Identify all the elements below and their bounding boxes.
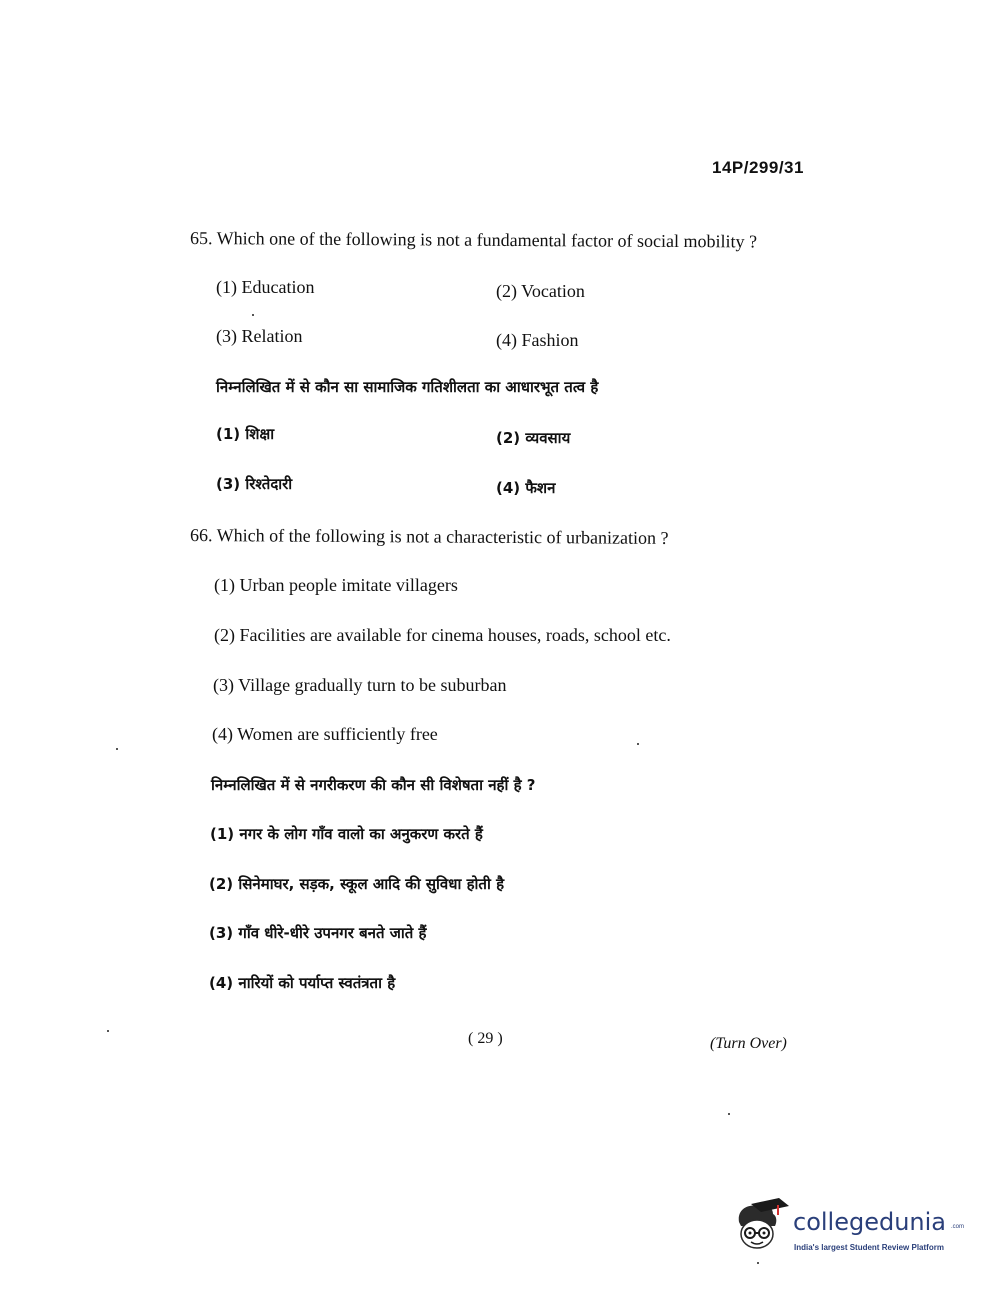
question-66: 66. Which of the following is not a characteristic of urbanization ? [189,525,669,548]
collegedunia-watermark [733,1196,963,1266]
q66-option-4-hi: (4) नारियों को पर्याप्त स्वतंत्रता है [209,974,396,992]
question-65: 65. Which one of the following is not a fundamental factor of social mobility ? [189,228,758,252]
scan-speck [252,314,254,316]
q65-option-3-en: (3) Relation [216,326,303,346]
q66-option-3-hi: (3) गाँव धीरे-धीरे उपनगर बनते जाते हैं [209,924,427,942]
turn-over-note: (Turn Over) [710,1035,787,1052]
q65-option-4-hi: (4) फैशन [496,479,556,497]
q65-option-2-en: (2) Vocation [496,281,585,301]
q65-option-2-hi: (2) व्यवसाय [496,429,571,447]
brand-tagline: India's largest Student Review Platform [794,1243,944,1252]
student-mascot-icon [733,1196,791,1256]
q65-option-3-hi: (3) रिश्तेदारी [216,475,293,493]
q65-option-1-en: (1) Education [216,277,315,297]
question-66-hindi: निम्नलिखित में से नगरीकरण की कौन सी विशेषता नहीं है ? [211,776,536,794]
page-number: ( 29 ) [468,1030,503,1047]
brand-suffix: .com [951,1224,965,1230]
q66-option-4-en: (4) Women are sufficiently free [212,724,438,744]
brand-name: collegedunia [793,1208,947,1236]
q66-option-2-en: (2) Facilities are available for cinema houses, roads, school etc. [214,625,671,645]
scan-speck [107,1030,109,1032]
q65-option-1-hi: (1) शिक्षा [216,425,275,443]
scan-speck [116,748,118,750]
q65-option-4-en: (4) Fashion [496,330,579,350]
scan-speck [637,743,639,745]
q66-option-3-en: (3) Village gradually turn to be suburban [213,675,507,695]
paper-code: 14P/299/31 [712,158,804,177]
q66-option-2-hi: (2) सिनेमाघर, सड़क, स्कूल आदि की सुविधा होती है [209,875,505,893]
scan-speck [728,1113,730,1115]
q66-option-1-en: (1) Urban people imitate villagers [214,575,458,595]
q66-option-1-hi: (1) नगर के लोग गाँव वालो का अनुकरण करते हैं [210,825,483,843]
question-65-hindi: निम्नलिखित में से कौन सा सामाजिक गतिशीलता का आधारभूत तत्व है [216,378,599,396]
